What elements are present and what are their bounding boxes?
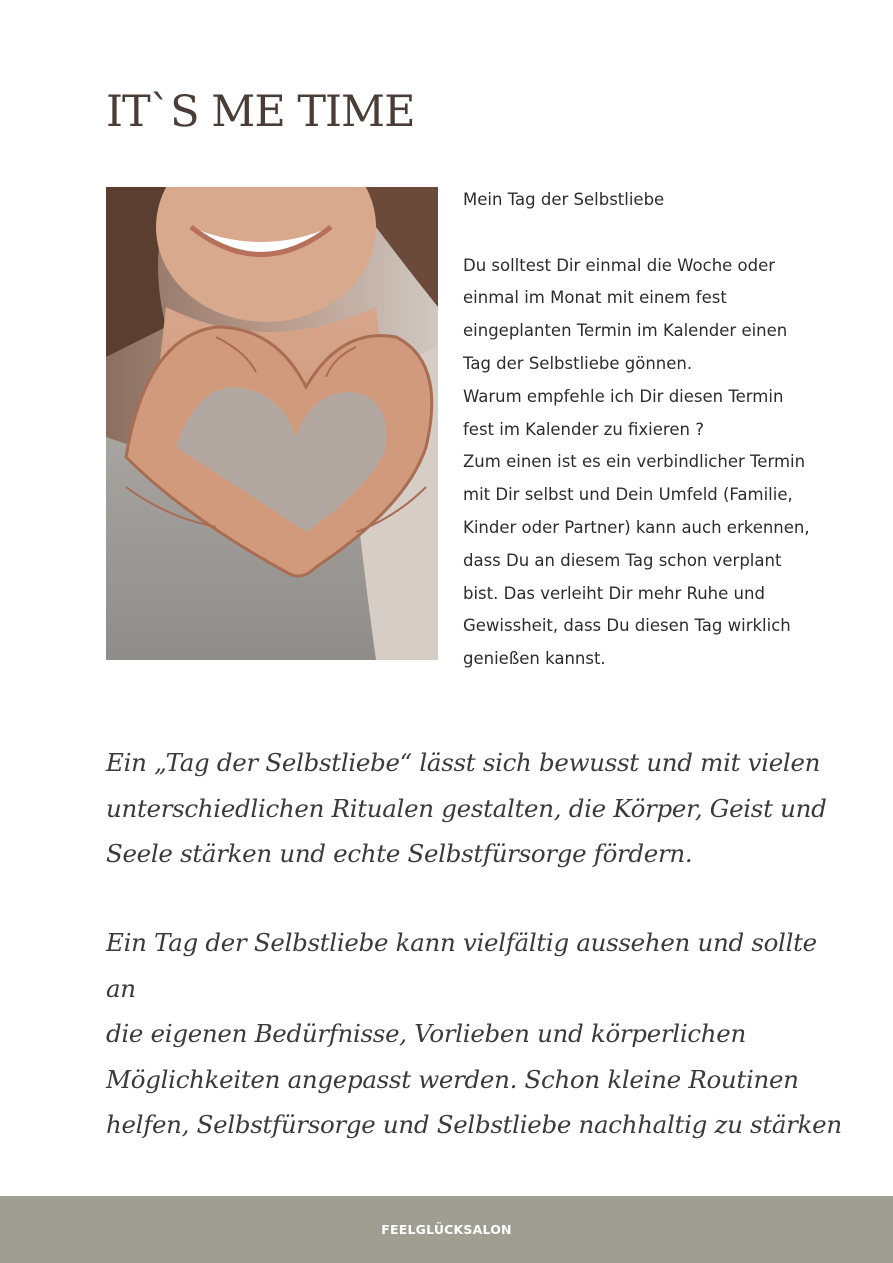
footer-bar [0, 1196, 893, 1263]
footer-brand: FEELGLÜCKSALON [381, 1222, 512, 1237]
quote-paragraph: Ein Tag der Selbstliebe kann vielfältig aussehen und sollte an die eigenen Bedürfnisse, Vorlieben und körperlichen Möglichkeiten angepasst werden. Schon kleine Routinen helfen, Selbstfürsorge und Selbstliebe nachhaltig zu stärken [106, 928, 842, 1139]
intro-text-block [463, 184, 835, 676]
quote-paragraph: Ein „Tag der Selbstliebe“ lässt sich bewusst und mit vielen unterschiedlichen Ritualen gestalten, die Körper, Geist und Seele stärken und echte Selbstfürsorge fördern. [106, 748, 827, 868]
heart-hands-photo [106, 187, 438, 660]
intro-body: Du solltest Dir einmal die Woche oder einmal im Monat mit einem fest eingeplanten Termin im Kalender einen Tag der Selbstliebe gönnen. Warum empfehle ich Dir diesen Termin fest im Kalender zu fixieren ? Zum einen ist es ein verbindlicher Termin mit Dir selbst und Dein Umfeld (Familie, Kinder oder Partner) kann auch erkennen, dass Du an diesem Tag schon verplant bist. Das verleiht Dir mehr Ruhe und Gewissheit, dass Du diesen Tag wirklich genießen kannst. [463, 255, 810, 669]
page-title: IT`S ME TIME [106, 87, 415, 137]
intro-heading: Mein Tag der Selbstliebe [463, 190, 665, 209]
